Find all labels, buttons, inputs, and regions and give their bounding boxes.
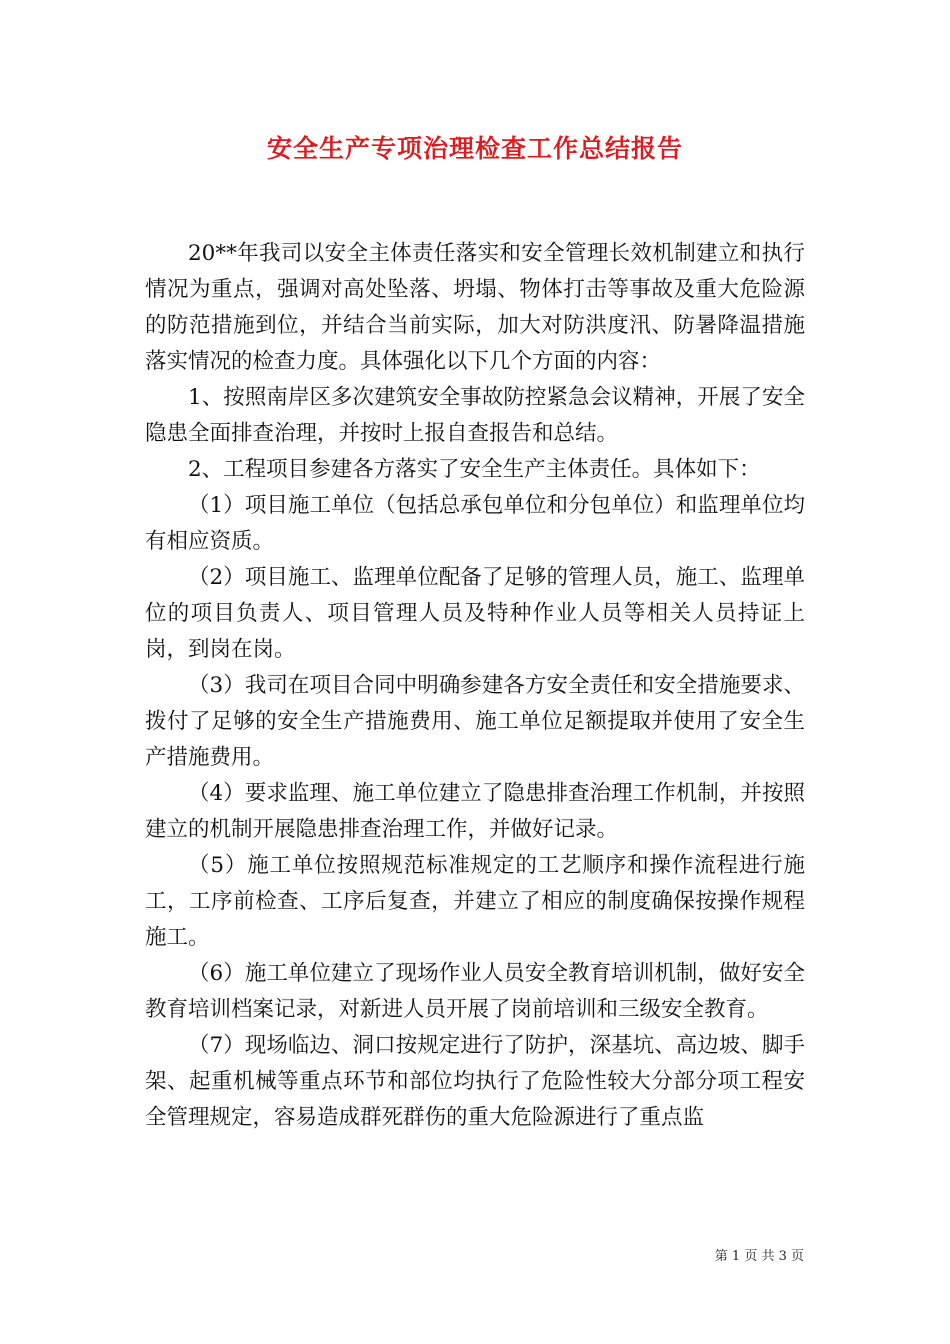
paragraph-intro: 20**年我司以安全主体责任落实和安全管理长效机制建立和执行情况为重点，强调对高处坠落、坍塌、物体打击等事故及重大危险源的防范措施到位，并结合当前实际，加大对防洪度汛、防暑降温措施落实情况的检查力度。具体强化以下几个方面的内容： <box>145 241 805 374</box>
page-number-footer: 第 1 页 共 3 页 <box>714 1249 804 1264</box>
paragraph-subitem-1: （1）项目施工单位（包括总承包单位和分包单位）和监理单位均有相应资质。 <box>145 493 805 554</box>
paragraph-subitem-7: （7）现场临边、洞口按规定进行了防护，深基坑、高边坡、脚手架、起重机械等重点环节和部位均执行了危险性较大分部分项工程安全管理规定，容易造成群死群伤的重大危险源进行了重点监 <box>145 1033 805 1130</box>
paragraph-subitem-4: （4）要求监理、施工单位建立了隐患排查治理工作机制，并按照建立的机制开展隐患排查治理工作，并做好记录。 <box>145 781 805 842</box>
paragraph-subitem-5: （5）施工单位按照规范标准规定的工艺顺序和操作流程进行施工，工序前检查、工序后复查，并建立了相应的制度确保按操作规程施工。 <box>145 853 805 950</box>
paragraph-subitem-2: （2）项目施工、监理单位配备了足够的管理人员，施工、监理单位的项目负责人、项目管理人员及特种作业人员等相关人员持证上岗，到岗在岗。 <box>145 565 805 662</box>
paragraph-item-2: 2、工程项目参建各方落实了安全生产主体责任。具体如下： <box>188 457 761 482</box>
paragraph-item-1: 1、按照南岸区多次建筑安全事故防控紧急会议精神，开展了安全隐患全面排查治理，并按时上报自查报告和总结。 <box>145 385 805 446</box>
page-title: 安全生产专项治理检查工作总结报告 <box>266 134 683 163</box>
paragraph-subitem-3: （3）我司在项目合同中明确参建各方安全责任和安全措施要求、拨付了足够的安全生产措施费用、施工单位足额提取并使用了安全生产措施费用。 <box>145 673 805 770</box>
paragraph-subitem-6: （6）施工单位建立了现场作业人员安全教育培训机制，做好安全教育培训档案记录，对新进人员开展了岗前培训和三级安全教育。 <box>145 961 805 1022</box>
document-body <box>145 236 805 1136</box>
